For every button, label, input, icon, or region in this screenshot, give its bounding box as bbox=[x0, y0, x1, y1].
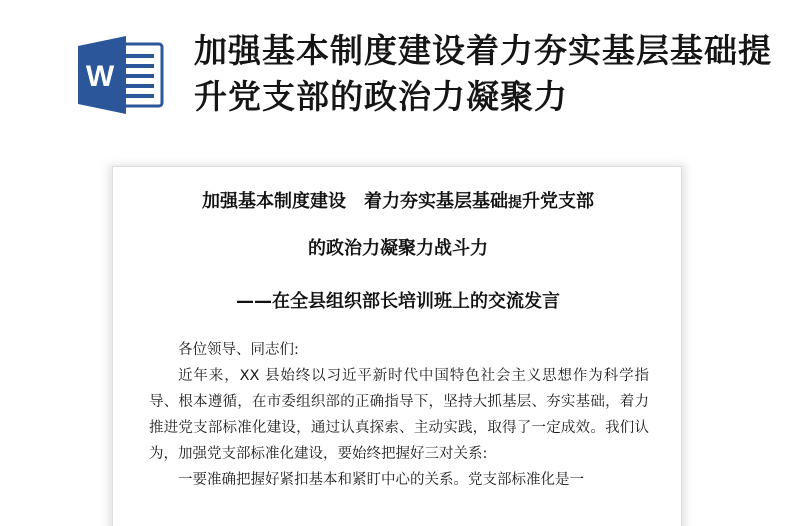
banner-title: 加强基本制度建设着力夯实基层基础提升党支部的政治力凝聚力 bbox=[194, 31, 772, 116]
doc-title-line1-small-char: 提 bbox=[508, 195, 522, 211]
paragraph: 近年来，XX 县始终以习近平新时代中国特色社会主义思想作为科学指导、根本遵循，在市委组织部的正确指导下，坚持大抓基层、夯实基础，着力推进党支部标准化建设，通过认真探索、主动实践，取得了一定成效。我们认为，加强党支部标准化建设，要始终把握好三对关系: bbox=[149, 368, 649, 462]
salutation: 各位领导、同志们: bbox=[178, 342, 299, 358]
banner bbox=[0, 0, 800, 150]
doc-body bbox=[149, 337, 649, 493]
document-page bbox=[112, 166, 682, 526]
doc-title-line1-part-b: 升党支部 bbox=[522, 191, 594, 212]
doc-title-line2: 的政治力凝聚力战斗力 bbox=[308, 238, 488, 259]
word-icon bbox=[78, 36, 164, 114]
doc-title-line1-part-a: 加强基本制度建设 着力夯实基层基础 bbox=[202, 191, 508, 212]
paragraph: 一要准确把握好紧扣基本和紧盯中心的关系。党支部标准化是一 bbox=[178, 472, 584, 488]
logo-letter: W bbox=[85, 60, 115, 93]
doc-subtitle: ——在全县组织部长培训班上的交流发言 bbox=[236, 291, 560, 312]
doc-title-line1 bbox=[113, 187, 682, 213]
